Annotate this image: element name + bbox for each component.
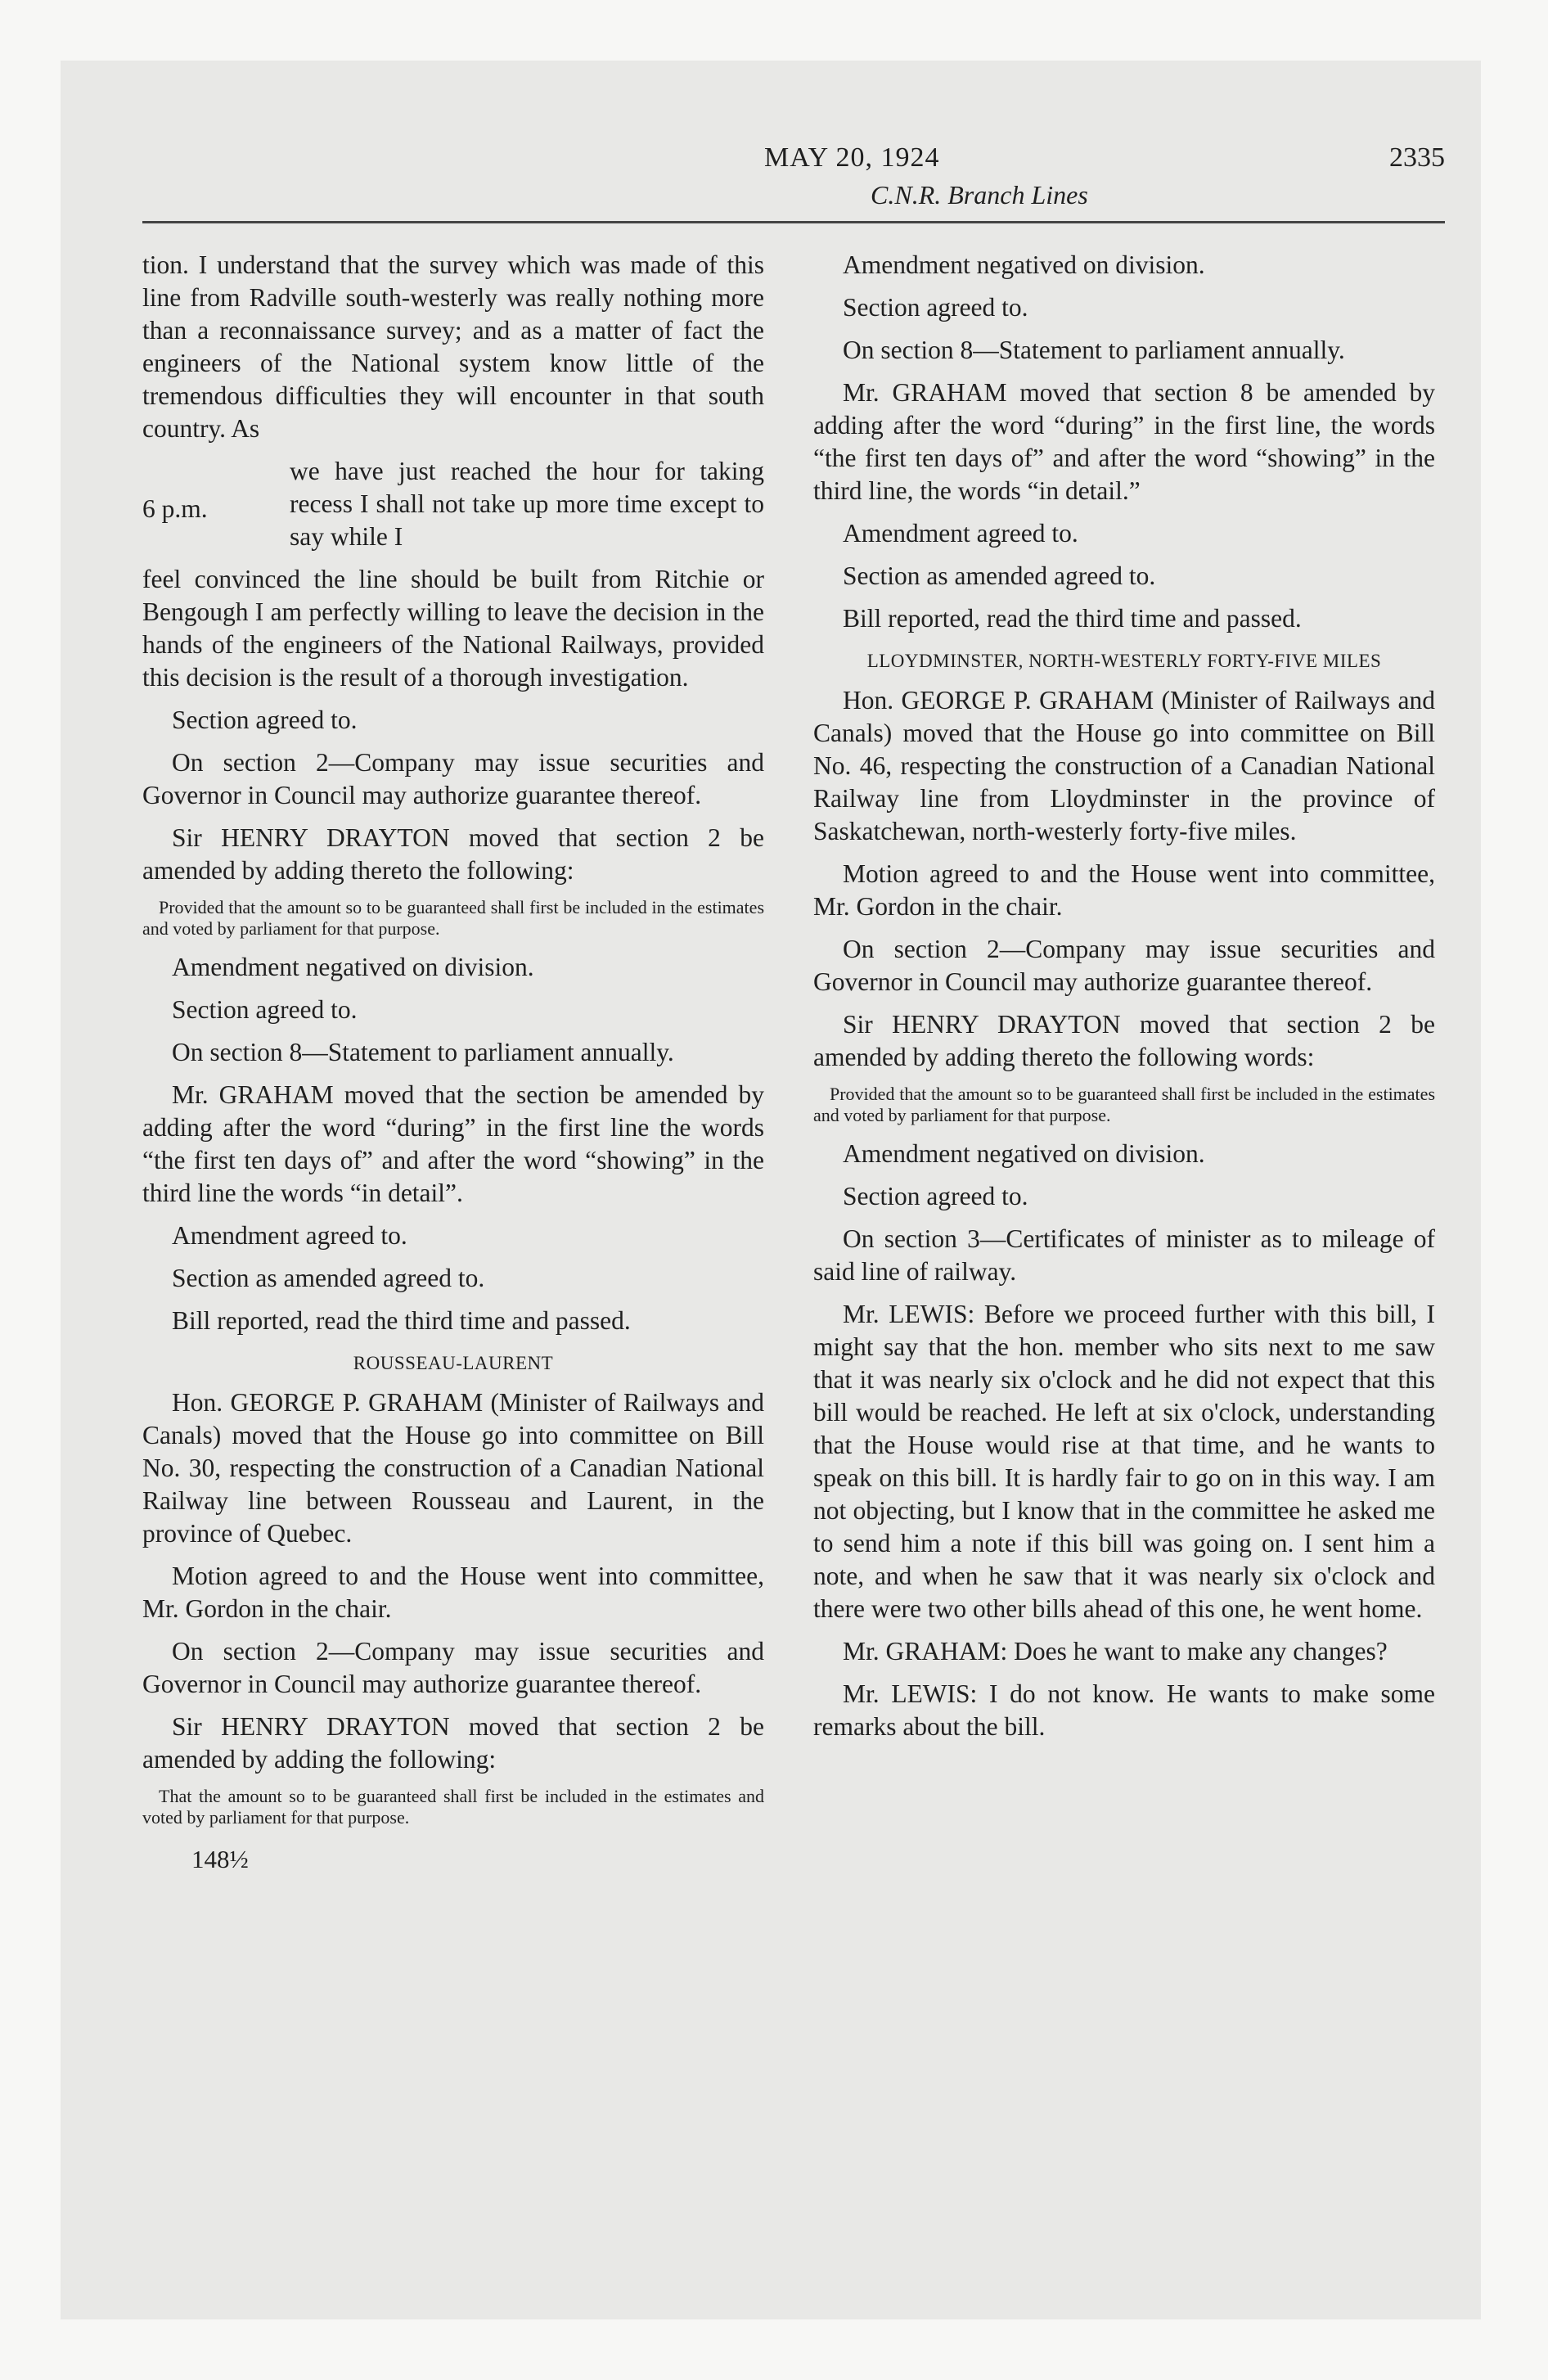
- left-column: [142, 249, 764, 1874]
- paragraph: Hon. GEORGE P. GRAHAM (Minister of Railways and Canals) moved that the House go into committee on Bill No. 30, respecting the construction of a Canadian National Railway line between Rousseau and Laurent, in the province of Quebec.: [142, 1388, 764, 1548]
- section-heading: LLOYDMINSTER, NORTH-WESTERLY FORTY-FIVE MILES: [866, 651, 1382, 671]
- right-column: [813, 249, 1435, 1753]
- paragraph: On section 8—Statement to parliament annually.: [172, 1038, 674, 1066]
- paragraph: Amendment agreed to.: [172, 1221, 407, 1250]
- hansard-page: [142, 142, 1445, 2303]
- paragraph: Hon. GEORGE P. GRAHAM (Minister of Railways and Canals) moved that the House go into committee on Bill No. 46, respecting the construction of a Canadian National Railway line from Lloydminster in the province of Saskatchewan, north-westerly forty-five miles.: [813, 686, 1435, 845]
- paragraph: Section as amended agreed to.: [843, 561, 1156, 590]
- paragraph: Mr. LEWIS: I do not know. He wants to make some remarks about the bill.: [813, 1679, 1435, 1741]
- paragraph: Amendment negatived on division.: [843, 250, 1205, 279]
- paragraph: Mr. GRAHAM: Does he want to make any changes?: [843, 1637, 1388, 1666]
- paragraph: Section agreed to.: [843, 293, 1028, 322]
- section-heading: ROUSSEAU-LAURENT: [353, 1353, 554, 1373]
- paragraph: On section 2—Company may issue securities and Governor in Council may authorize guarantee thereof.: [142, 1637, 764, 1698]
- paragraph: Bill reported, read the third time and passed.: [172, 1306, 631, 1335]
- paragraph: Section agreed to.: [172, 995, 358, 1024]
- paragraph: Mr. GRAHAM moved that the section be amended by adding after the word “during” in the first line the words “the first ten days of” and after the word “showing” in the third line the words “in detail”.: [142, 1080, 764, 1207]
- paragraph: On section 2—Company may issue securities and Governor in Council may authorize guarantee thereof.: [142, 748, 764, 809]
- amendment-text: Provided that the amount so to be guaranteed shall first be included in the estimates and voted by parliament for that purpose.: [813, 1084, 1435, 1125]
- page-sheet: [61, 61, 1481, 2319]
- paragraph: On section 8—Statement to parliament annually.: [843, 336, 1345, 364]
- paragraph: Section agreed to.: [172, 705, 358, 734]
- paragraph: Motion agreed to and the House went into committee, Mr. Gordon in the chair.: [142, 1562, 764, 1623]
- folio-mark: 148½: [191, 1845, 249, 1873]
- side-note-time: 6 p.m.: [142, 494, 208, 523]
- page-date: MAY 20, 1924: [764, 142, 940, 173]
- paragraph: Section as amended agreed to.: [172, 1264, 485, 1292]
- page-number: 2335: [1389, 142, 1445, 173]
- paragraph: Section agreed to.: [843, 1182, 1028, 1210]
- paragraph: Amendment agreed to.: [843, 519, 1078, 548]
- paragraph: Amendment negatived on division.: [172, 953, 534, 981]
- paragraph: Motion agreed to and the House went into committee, Mr. Gordon in the chair.: [813, 859, 1435, 921]
- paragraph: Mr. LEWIS: Before we proceed further with this bill, I might say that the hon. member who sits next to me saw that it was nearly six o'clock and he did not expect that this bill would be reached. He left at six o'clock, understanding that the House would rise at that time, and he wants to speak on this bill. It is hardly fair to go on in this way. I am not objecting, but I know that in the committee he asked me to send him a note if this bill was going on. I sent him a note, and when he saw that it was nearly six o'clock and there were two other bills ahead of this one, he went home.: [813, 1300, 1435, 1623]
- paragraph: feel convinced the line should be built from Ritchie or Bengough I am perfectly willing to leave the decision in the hands of the engineers of the National Railways, provided this decision is the result of a thorough investigation.: [142, 565, 764, 692]
- amendment-text: That the amount so to be guaranteed shall first be included in the estimates and voted by parliament for that purpose.: [142, 1786, 764, 1828]
- amendment-text: Provided that the amount so to be guaranteed shall first be included in the estimates and voted by parliament for that purpose.: [142, 897, 764, 939]
- paragraph: Sir HENRY DRAYTON moved that section 2 be amended by adding thereto the following words:: [813, 1010, 1435, 1071]
- running-head: C.N.R. Branch Lines: [871, 180, 1088, 210]
- recess-block: [142, 455, 764, 553]
- paragraph: tion. I understand that the survey which was made of this line from Radville south-westerly was really nothing more than a reconnaissance survey; and as a matter of fact the engineers of the National system know little of the tremendous difficulties they will encounter in that south country. As: [142, 250, 764, 443]
- page-header: [142, 142, 1445, 257]
- paragraph: Mr. GRAHAM moved that section 8 be amended by adding after the word “during” in the first line, the words “the first ten days of” and after the word “showing” in the third line, the words “in detail.”: [813, 378, 1435, 505]
- paragraph: On section 3—Certificates of minister as to mileage of said line of railway.: [813, 1224, 1435, 1286]
- paragraph: Sir HENRY DRAYTON moved that section 2 be amended by adding thereto the following:: [142, 823, 764, 885]
- paragraph: Sir HENRY DRAYTON moved that section 2 be amended by adding the following:: [142, 1712, 764, 1774]
- paragraph: On section 2—Company may issue securities and Governor in Council may authorize guarantee thereof.: [813, 935, 1435, 996]
- paragraph: Bill reported, read the third time and passed.: [843, 604, 1302, 633]
- paragraph: we have just reached the hour for taking recess I shall not take up more time except to say while I: [290, 457, 764, 551]
- paragraph: Amendment negatived on division.: [843, 1139, 1205, 1168]
- header-rule: [142, 221, 1445, 223]
